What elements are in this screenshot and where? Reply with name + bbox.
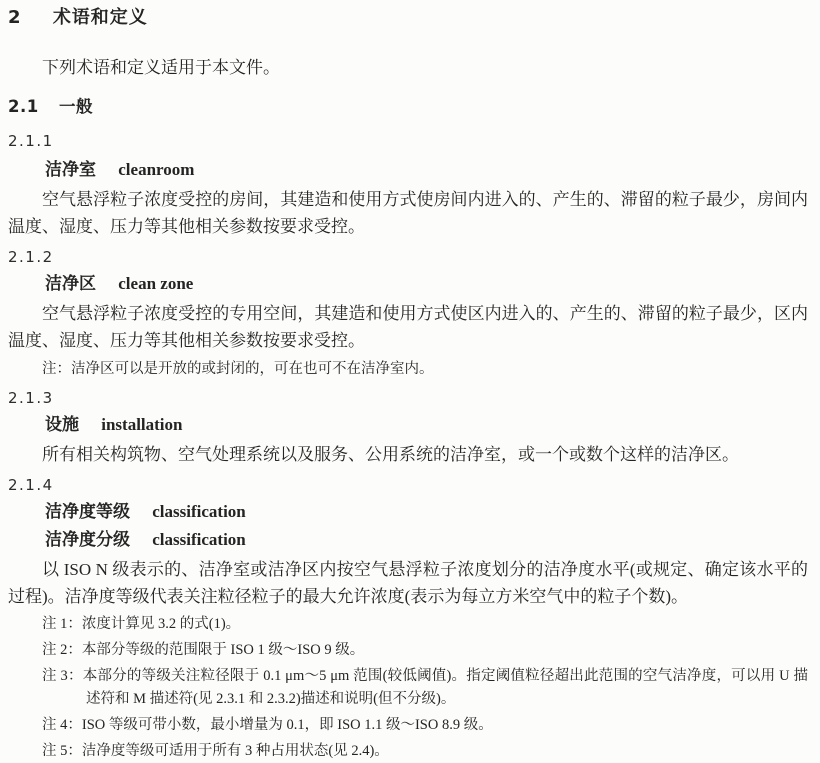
definition-paragraph: 空气悬浮粒子浓度受控的专用空间，其建造和使用方式使区内进入的、产生的、滞留的粒子最少，区内温度、湿度、压力等其他相关参数按要求受控。 xyxy=(8,304,808,350)
term-line xyxy=(45,274,808,294)
section-number: 2 xyxy=(8,7,22,28)
clause-number: 2.1.4 xyxy=(8,476,54,494)
term-zh: 洁净度等级 xyxy=(45,502,130,521)
term-en: clean zone xyxy=(118,274,194,293)
section-heading xyxy=(8,6,808,30)
term-zh: 设施 xyxy=(45,415,79,434)
note-4: 注 4：ISO 等级可带小数，最小增量为 0.1，即 ISO 1.1 级～ISO 8.9 级。 xyxy=(42,717,493,733)
note: 注：洁净区可以是开放的或封闭的，可在也可不在洁净室内。 xyxy=(42,361,434,377)
term-entry-classification xyxy=(8,476,808,763)
term-zh: 洁净度分级 xyxy=(45,530,130,549)
term-en: classification xyxy=(152,502,246,521)
subsection-title: 一般 xyxy=(58,97,93,116)
clause-number: 2.1.2 xyxy=(8,248,54,266)
term-line xyxy=(45,415,808,435)
subsection-number: 2.1 xyxy=(8,97,39,116)
term-entry-cleanroom xyxy=(8,132,808,240)
term-en: installation xyxy=(101,415,183,434)
term-line xyxy=(45,530,808,550)
definition-paragraph: 所有相关构筑物、空气处理系统以及服务、公用系统的洁净室，或一个或数个这样的洁净区。 xyxy=(42,445,739,464)
note-2: 注 2：本部分等级的范围限于 ISO 1 级～ISO 9 级。 xyxy=(42,642,365,658)
term-line xyxy=(45,160,808,180)
clause-number: 2.1.1 xyxy=(8,132,54,150)
section-title: 术语和定义 xyxy=(52,7,148,28)
term-en: cleanroom xyxy=(118,160,195,179)
subsection-heading xyxy=(8,96,808,118)
term-entry-installation xyxy=(8,389,808,468)
term-line xyxy=(45,502,808,522)
term-zh: 洁净室 xyxy=(45,160,96,179)
intro-paragraph: 下列术语和定义适用于本文件。 xyxy=(42,58,280,77)
term-en: classification xyxy=(152,530,246,549)
term-entry-clean-zone xyxy=(8,248,808,381)
term-zh: 洁净区 xyxy=(45,274,96,293)
definition-paragraph: 空气悬浮粒子浓度受控的房间，其建造和使用方式使房间内进入的、产生的、滞留的粒子最少，房间内温度、湿度、压力等其他相关参数按要求受控。 xyxy=(8,190,808,236)
note-5: 注 5：洁净度等级可适用于所有 3 种占用状态(见 2.4)。 xyxy=(42,743,389,759)
note-1: 注 1：浓度计算见 3.2 的式(1)。 xyxy=(42,616,241,632)
clause-number: 2.1.3 xyxy=(8,389,54,407)
note-3: 注 3：本部分的等级关注粒径限于 0.1 μm～5 μm 范围(较低阈值)。指定阈值粒径超出此范围的空气洁净度，可以用 U 描述符和 M 描述符(见 2.3.1 和 2.3.2)描述和说明(但不分级)。 xyxy=(42,668,808,707)
definition-paragraph: 以 ISO N 级表示的、洁净室或洁净区内按空气悬浮粒子浓度划分的洁净度水平(或规定、确定该水平的过程)。洁净度等级代表关注粒径粒子的最大允许浓度(表示为每立方米空气中的粒子个数)。 xyxy=(8,560,808,606)
